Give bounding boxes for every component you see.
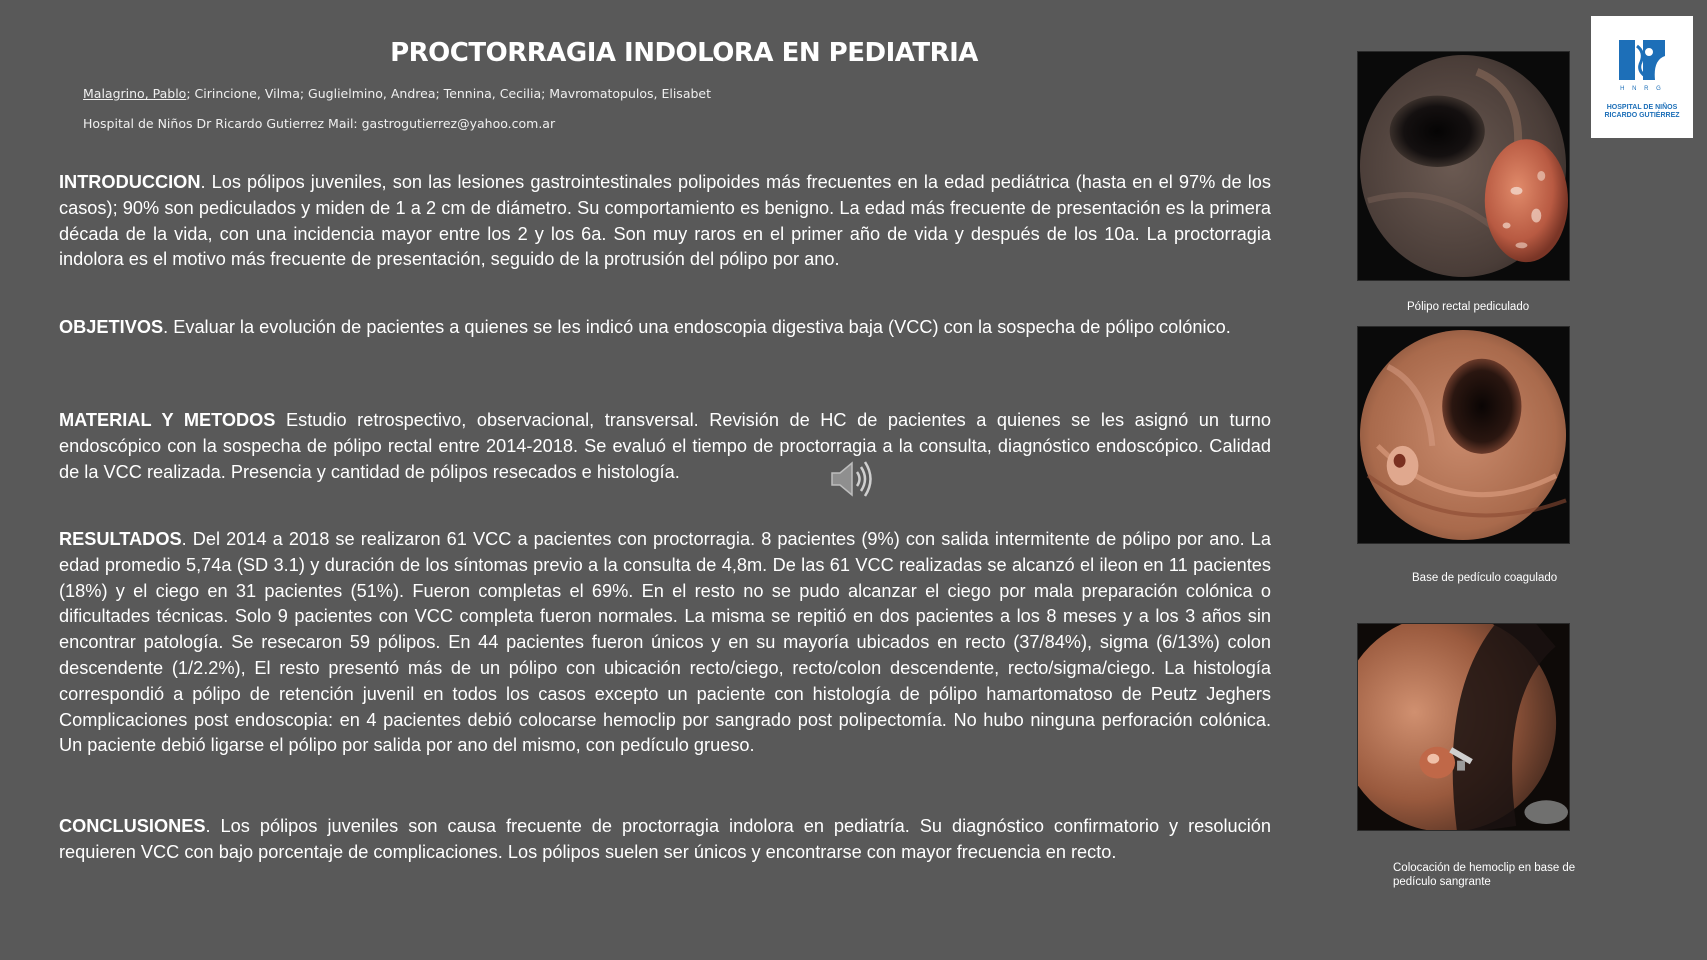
- section-body: . Evaluar la evolución de pacientes a quienes se les indicó una endoscopia digestiva baja (VCC) con la sospecha de pólipo colónico.: [163, 317, 1231, 337]
- logo-name-line-1: HOSPITAL DE NIÑOS: [1606, 104, 1678, 111]
- section-introduccion: [59, 170, 1271, 273]
- section-body: . Del 2014 a 2018 se realizaron 61 VCC a pacientes con proctorragia. 8 pacientes (9%) con salida intermitente de pólipo por ano. La edad promedio 5,74a (SD 3.1) y duración de los síntomas previo a la consulta de 4,8m. De las 61 VCC realizadas se alcanzó el ileon en 11 pacientes (18%) y el ciego en 31 pacientes (51%). Fueron completas el 69%. En el resto no se pudo alcanzar el ciego por mala preparación colónica o dificultades técnicas. Solo 9 pacientes con VCC completa fueron normales. La misma se repitió en dos pacientes a los 8 meses y a los 3 años sin encontrar patología. Se resecaron 59 pólipos. En 44 pacientes fueron únicos y en su mayoría ubicados en recto (37/84%), sigma (6/13%) colon descendente (1/2.2%), El resto presentó más de un pólipo con ubicación recto/ciego, recto/colon descendente, recto/sigma/ciego. La histología correspondió a pólipo de retención juvenil en todos los casos excepto un paciente con histología de pólipo hamartomatoso de Peutz Jeghers Complicaciones post endoscopia: en 4 pacientes debió colocarse hemoclip por sangrado post polipectomía. No hubo ninguna perforación colónica. Un paciente debió ligarse el pólipo por salida por ano del mismo, con pedículo grueso.: [59, 529, 1271, 756]
- first-author: Malagrino, Pablo: [83, 86, 187, 101]
- audio-speaker-icon[interactable]: [828, 457, 876, 501]
- section-heading: MATERIAL Y METODOS: [59, 410, 276, 430]
- section-conclusiones: [59, 814, 1271, 866]
- logo-initials: H N R G: [1620, 86, 1664, 92]
- logo-name-line-2: RICARDO GUTIÉRREZ: [1604, 112, 1680, 119]
- logo-name: [1591, 104, 1693, 120]
- section-resultados: [59, 527, 1271, 759]
- image-caption: Base de pedículo coagulado: [1412, 572, 1558, 584]
- endoscopy-image-hemoclip: [1357, 623, 1570, 831]
- authors-line: [83, 86, 711, 101]
- hospital-logo: [1591, 16, 1693, 138]
- section-body: Estudio retrospectivo, observacional, transversal. Revisión de HC de pacientes a quienes se les asignó un turno endoscópico con la sospecha de pólipo rectal entre 2014-2018. Se evaluó el tiempo de proctorragia a la consulta, diagnóstico endoscópico. Calidad de la VCC realizada. Presencia y cantidad de pólipos resecados e histología.: [59, 410, 1272, 482]
- page-title: PROCTORRAGIA INDOLORA EN PEDIATRIA: [390, 38, 978, 68]
- section-material-metodos: [59, 408, 1271, 485]
- hospital-contact-line: Hospital de Niños Dr Ricardo Gutierrez Mail: gastrogutierrez@yahoo.com.ar: [83, 116, 556, 131]
- endoscopy-image-polyp: [1357, 51, 1570, 281]
- endoscopy-image-pedicle-base: [1357, 326, 1570, 544]
- section-heading: OBJETIVOS: [59, 317, 164, 337]
- image-caption: Colocación de hemoclip en base de pedículo sangrante: [1393, 862, 1576, 888]
- section-heading: CONCLUSIONES: [59, 816, 206, 836]
- section-heading: INTRODUCCION: [59, 172, 201, 192]
- section-objetivos: [59, 315, 1271, 341]
- section-body: . Los pólipos juveniles, son las lesiones gastrointestinales polipoides más frecuentes en la edad pediátrica (hasta en el 97% de los casos); 90% son pediculados y miden de 1 a 2 cm de diámetro. Su comportamiento es benigno. La edad más frecuente de presentación es la primera década de la vida, con una incidencia mayor entre los 2 y los 6a. Son muy raros en el primer año de vida y después de los 10a. La proctorragia indolora es el motivo más frecuente de presentación, seguido de la protrusión del pólipo por ano.: [59, 172, 1271, 270]
- section-body: . Los pólipos juveniles son causa frecuente de proctorragia indolora en pediatría. Su diagnóstico confirmatorio y resolución requieren VCC con bajo porcentaje de complicaciones. Los pólipos suelen ser únicos y encontrarse con mayor frecuencia en recto.: [59, 816, 1271, 862]
- section-heading: RESULTADOS: [59, 529, 182, 549]
- image-caption: Pólipo rectal pediculado: [1407, 301, 1530, 313]
- hospital-logo-icon: [1615, 36, 1669, 84]
- other-authors: ; Cirincione, Vilma; Guglielmino, Andrea; Tennina, Cecilia; Mavromatopulos, Elisabet: [186, 86, 712, 101]
